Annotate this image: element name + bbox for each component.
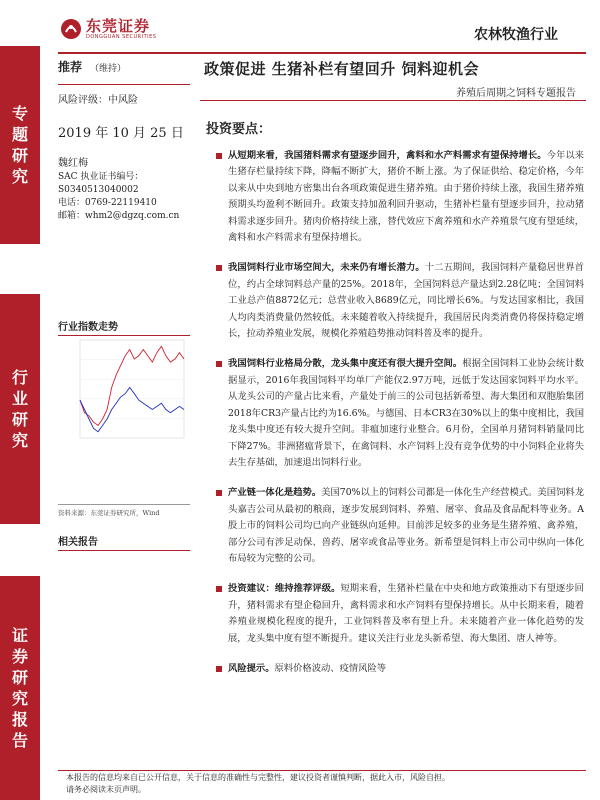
sidebar-block-industry bbox=[0, 294, 40, 524]
author-info bbox=[58, 157, 190, 223]
key-point-short-term bbox=[212, 148, 584, 246]
author-name: 魏红梅 bbox=[58, 158, 88, 169]
key-point-market-space bbox=[212, 260, 584, 342]
logo-icon bbox=[60, 18, 82, 40]
report-meta bbox=[58, 58, 190, 223]
footer-divider bbox=[58, 770, 586, 771]
sidebar-label-topic: 专题研究 bbox=[11, 104, 28, 186]
risk-rating: 风险评级：中风险 bbox=[58, 84, 190, 106]
key-point-investment-advice bbox=[212, 581, 584, 647]
cert-number: S0340513040002 bbox=[58, 185, 139, 195]
key-point-lead: 我国饲料行业格局分散，龙头集中度还有很大提升空间。 bbox=[228, 358, 463, 370]
key-points-heading: 投资要点： bbox=[206, 122, 272, 137]
related-reports-title: 相关报告 bbox=[58, 533, 190, 551]
industry-label: 农林牧渔行业 bbox=[474, 27, 558, 43]
bullet-square-icon bbox=[216, 265, 222, 271]
disclaimer-line-2: 请务必阅读末页声明。 bbox=[66, 785, 146, 794]
header-divider bbox=[58, 52, 586, 54]
logo-text-en: DONGGUAN SECURITIES bbox=[86, 34, 157, 40]
key-point-lead: 我国饲料行业市场空间大，未来仍有增长潜力。 bbox=[228, 262, 425, 274]
key-point-integration bbox=[212, 485, 584, 567]
chart-series-line-0 bbox=[80, 346, 184, 425]
disclaimer-line-1: 本报告的信息均来自已公开信息，关于信息的准确性与完整性，建议投资者谨慎判断，据此入市，风险自担。 bbox=[66, 773, 450, 782]
sidebar-label-industry: 行业研究 bbox=[11, 368, 28, 450]
key-points-list bbox=[212, 148, 584, 691]
cert-label: SAC 执业证书编号： bbox=[58, 172, 144, 182]
key-point-text: 根据全国饲料工业协会统计数据显示，2016年我国饲料平均单厂产能仅2.97万吨，远低于发达国家饲料平均水平。从龙头公司的产量占比来看，产量处于前三的公司包括新希望、海大集团和双胞胎集团2018年CR3产量占比约为16.6%。与德国、日本CR3在30%以上的集中度相比，我国龙头集中度还有较大提升空间。非瘟加速行业整合。6月份，全国单月猪饲料销量同比下降27%。非洲猪瘟背景下，在禽饲料、水产饲料上没有竞争优势的中小饲料企业将失去生存基础，加速退出饲料行业。 bbox=[228, 358, 584, 468]
bullet-square-icon bbox=[216, 153, 222, 159]
logo-text-cn: 东莞证券 bbox=[86, 17, 151, 35]
index-trend-chart bbox=[58, 334, 190, 462]
rating-note: （维持） bbox=[90, 64, 127, 74]
sidebar bbox=[0, 46, 40, 800]
sidebar-label-report: 证券研究报告 bbox=[11, 626, 28, 750]
disclaimer bbox=[66, 772, 586, 796]
key-point-lead: 产业链一体化是趋势。 bbox=[228, 487, 322, 499]
bullet-square-icon bbox=[216, 361, 222, 367]
bullet-square-icon bbox=[216, 666, 222, 672]
rating-value: 推荐 bbox=[58, 60, 83, 74]
key-point-risk bbox=[212, 661, 584, 677]
title-divider bbox=[200, 100, 586, 101]
key-point-lead: 投资建议：维持推荐评级。 bbox=[228, 583, 341, 595]
key-point-lead: 从短期来看，我国猪料需求有望逐步回升，禽料和水产料需求有望保持增长。 bbox=[228, 150, 547, 161]
key-point-text: 十二五期间，我国饲料产量稳居世界首位，约占全球饲料总产量的25%。2018年，全国饲料总产量达到2.28亿吨；全国饲料工业总产值8872亿元；总营业收入8689亿元，同比增长6%。与发达国家相比，我国人均肉类消费量仍然较低。未来随着收入持续提升，我国居民肉类消费仍将保持稳定增长，拉动养殖业发展，规模化养殖趋势推动饲料普及率的提升。 bbox=[228, 262, 584, 340]
bullet-square-icon bbox=[216, 490, 222, 496]
chart-series-line-1 bbox=[80, 387, 184, 431]
chart-source: 资料来源：东莞证券研究所，Wind bbox=[58, 504, 190, 517]
sidebar-block-topic bbox=[0, 46, 40, 244]
rating-row bbox=[58, 58, 190, 80]
key-point-lead: 风险提示。 bbox=[228, 662, 275, 674]
bullet-square-icon bbox=[216, 586, 222, 592]
report-subtitle: 养殖后周期之饲料专题报告 bbox=[456, 88, 576, 99]
company-logo bbox=[60, 18, 156, 40]
author-email[interactable]: 邮箱：whm2@dgzq.com.cn bbox=[58, 211, 180, 221]
index-chart-title: 行业指数走势 bbox=[58, 318, 190, 336]
key-point-text: 短期来看，生猪补栏量在中央和地方政策推动下有望逐步回升，猪料需求有望企稳回升，禽料需求和水产饲料有望保持增长。从中长期来看，随着养殖业规模化程度的提升，工业饲料普及率有望上升。未来随着产业一体化趋势的发展，龙头集中度有望不断提升。建议关注行业龙头新希望、海大集团、唐人神等。 bbox=[228, 583, 584, 644]
key-point-concentration bbox=[212, 356, 584, 471]
key-point-text: 今年以来生猪存栏量持续下降，降幅不断扩大，猪价不断上涨。为了保证供给、稳定价格，今年以来从中央到地方密集出台各项政策促进生猪养殖。由于猪价持续上涨，我国生猪养殖预期头均盈利不断回升。政策支持加盈利回升驱动，生猪补栏量有望逐步回升，拉动猪料需求逐步回升。猪肉价格持续上涨，替代效应下禽养殖和水产养殖景气度有望延续，禽料和水产料需求有望保持增长。 bbox=[228, 150, 584, 244]
report-title: 政策促进 生猪补栏有望回升 饲料迎机会 bbox=[204, 60, 479, 78]
sidebar-block-report bbox=[0, 576, 40, 800]
key-point-text: 美国70%以上的饲料公司都是一体化生产经营模式。美国饲料龙头嘉吉公司从最初的粮商，逐步发展到饲料、养殖、屠宰、食品及食品配料等业务。A股上市的饲料公司均已向产业链纵向延伸。目前涉足较多的业务是生猪养殖、禽养殖，部分公司有涉足动保、兽药、屠宰或食品等业务。新希望是饲料上市公司中纵向一体化布局较为完整的公司。 bbox=[228, 487, 584, 564]
author-phone: 电话：0769-22119410 bbox=[58, 198, 157, 208]
key-point-text: 原料价格波动、疫情风险等 bbox=[274, 662, 387, 674]
report-date: 2019 年 10 月 25 日 bbox=[58, 126, 184, 141]
